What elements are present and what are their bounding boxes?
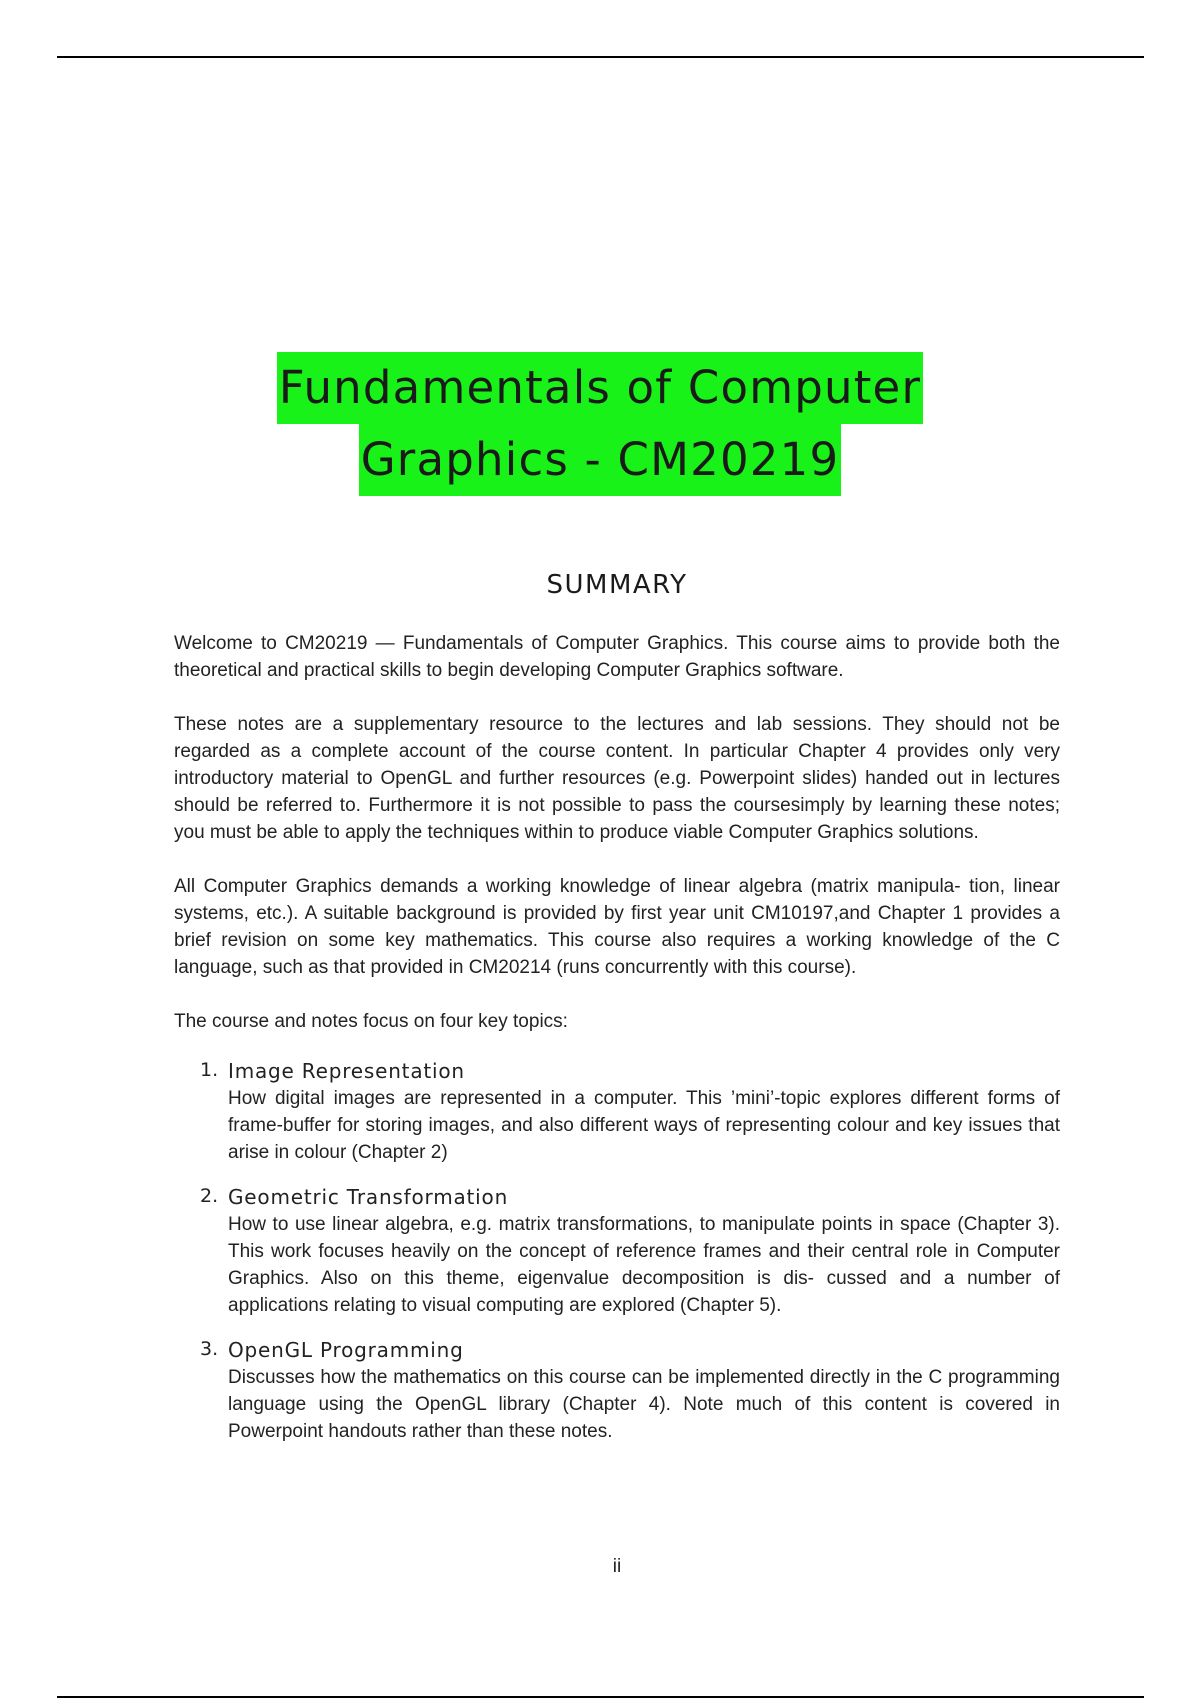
topic-title: Image Representation: [228, 1059, 465, 1083]
paragraph-notes: These notes are a supplementary resource to the lectures and lab sessions. They should not be regarded as a complete account of the course content. In particular Chapter 4 provides only very introductory material to OpenGL and further resources (e.g. Powerpoint slides) handed out in lectures should be referred to. Furthermore it is not possible to pass the coursesimply by learning these notes; you must be able to apply the techniques within to produce viable Computer Graphics solutions.: [174, 714, 1060, 843]
topic-number: 2.: [200, 1185, 219, 1207]
topic-number: 1.: [200, 1059, 219, 1081]
summary-heading: SUMMARY: [546, 570, 688, 600]
top-rule: [57, 56, 1144, 58]
topics-list: [174, 1057, 1060, 1445]
page-number: ii: [612, 1556, 622, 1577]
topic-description: How to use linear algebra, e.g. matrix transformations, to manipulate points in space (Chapter 3). This work focuses heavily on the concept of reference frames and their central role in Computer Graphics. Also on this theme, eigenvalue decomposition is dis- cussed and a number of applications relating to visual computing are explored (Chapter 5).: [228, 1214, 1060, 1316]
bottom-rule: [57, 1696, 1144, 1698]
topic-number: 3.: [200, 1338, 219, 1360]
paragraph-prerequisites: All Computer Graphics demands a working knowledge of linear algebra (matrix manipula- tion, linear systems, etc.). A suitable background is provided by first year unit CM10197,and Chapter 1 provides a brief revision on some key mathematics. This course also requires a working knowledge of the C language, such as that provided in CM20214 (runs concurrently with this course).: [174, 876, 1060, 978]
document-title: [0, 352, 1200, 496]
topic-title: OpenGL Programming: [228, 1338, 464, 1362]
paragraph-welcome: Welcome to CM20219 — Fundamentals of Computer Graphics. This course aims to provide both the theoretical and practical skills to begin developing Computer Graphics software.: [174, 633, 1060, 681]
list-item: [174, 1336, 1060, 1445]
topic-description: How digital images are represented in a computer. This ’mini’-topic explores different forms of frame-buffer for storing images, and also different ways of representing colour and key issues that arise in colour (Chapter 2): [228, 1088, 1060, 1163]
topic-description: Discusses how the mathematics on this course can be implemented directly in the C programming language using the OpenGL library (Chapter 4). Note much of this content is covered in Powerpoint handouts rather than these notes.: [228, 1367, 1060, 1442]
title-line-2: Graphics - CM20219: [359, 424, 842, 496]
topic-title: Geometric Transformation: [228, 1185, 509, 1209]
title-line-1: Fundamentals of Computer: [277, 352, 923, 424]
paragraph-topics-intro: The course and notes focus on four key topics:: [174, 1011, 568, 1032]
summary-body: [174, 630, 1060, 1462]
list-item: [174, 1183, 1060, 1319]
list-item: [174, 1057, 1060, 1166]
